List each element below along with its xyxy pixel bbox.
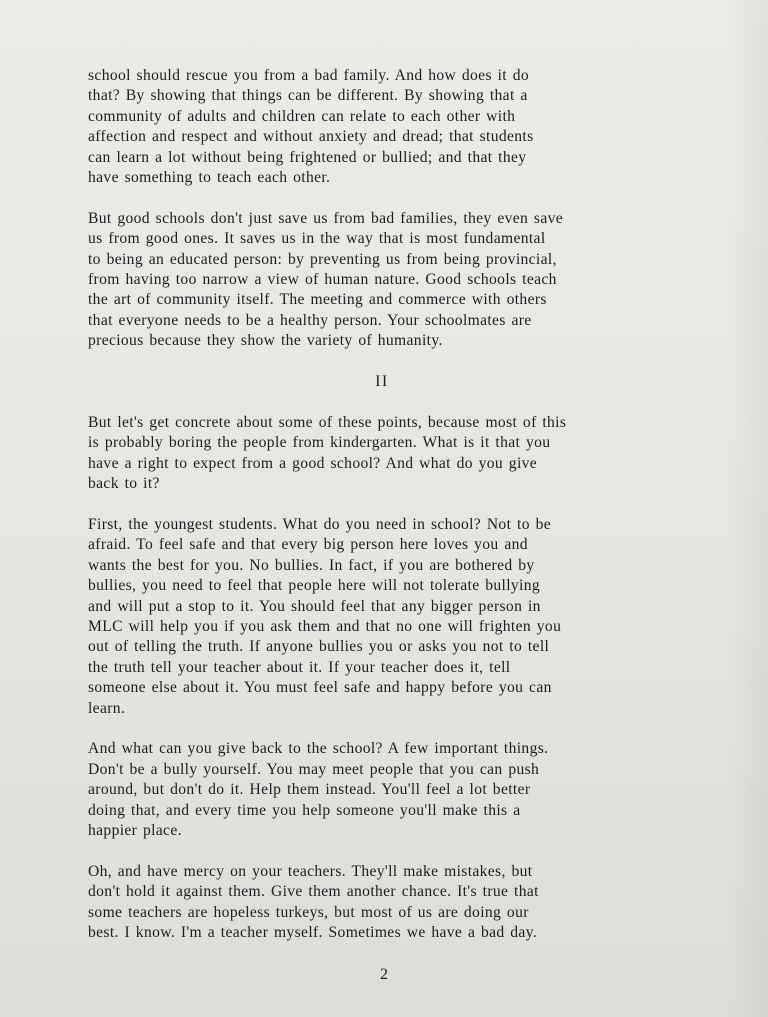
section-heading: II [375,373,389,391]
paragraph-give-back: And what can you give back to the school? A few important things. Don't be a bully yourself. You may meet people that you can push around, but don't do it. Help them instead. You'll feel a lot better doing that, and every time you help someone you'll make this a happier place. [88,740,549,839]
paragraph-save-from-good-families: But good schools don't just save us from bad families, they even save us from good ones. It saves us in the way that is most fundamental to being an educated person: by preventing us from being provincial, from having too narrow a view of human nature. Good schools teach the art of community itself. The meeting and commerce with others that everyone needs to be a healthy person. Your schoolmates are precious because they show the variety of humanity. [88,209,564,350]
paragraph-youngest-students: First, the youngest students. What do you need in school? Not to be afraid. To feel safe and that every big person here loves you and wants the best for you. No bullies. In fact, if you are bothered by bullies, you need to feel that people here will not tolerate bullying and will put a stop to it. You should feel that any bigger person in MLC will help you if you ask them and that no one will frighten you out of telling the truth. If anyone bullies you or asks you not to tell the truth tell your teacher about it. If your teacher does it, tell someone else about it. You must feel safe and happy before you can learn. [88,515,562,717]
paragraph-mercy-on-teachers: Oh, and have mercy on your teachers. They'll make mistakes, but don't hold it against them. Give them another chance. It's true that some teachers are hopeless turkeys, but most of us are doing our best. I know. I'm a teacher myself. Sometimes we have a bad day. [88,862,539,941]
paragraph-get-concrete: But let's get concrete about some of these points, because most of this is probably boring the people from kindergarten. What is it that you have a right to expect from a good school? And what do you give back to it? [88,413,567,493]
page-number: 2 [380,966,388,983]
paragraph-rescue-from-bad-family: school should rescue you from a bad family. And how does it do that? By showing that things can be different. By showing that a community of adults and children can relate to each other with affection and respect and without anxiety and dread; that students can learn a lot without being frightened or bullied; and that they have something to teach each other. [88,67,534,187]
body-text [88,66,676,964]
page-edge-shadow [728,0,768,1017]
